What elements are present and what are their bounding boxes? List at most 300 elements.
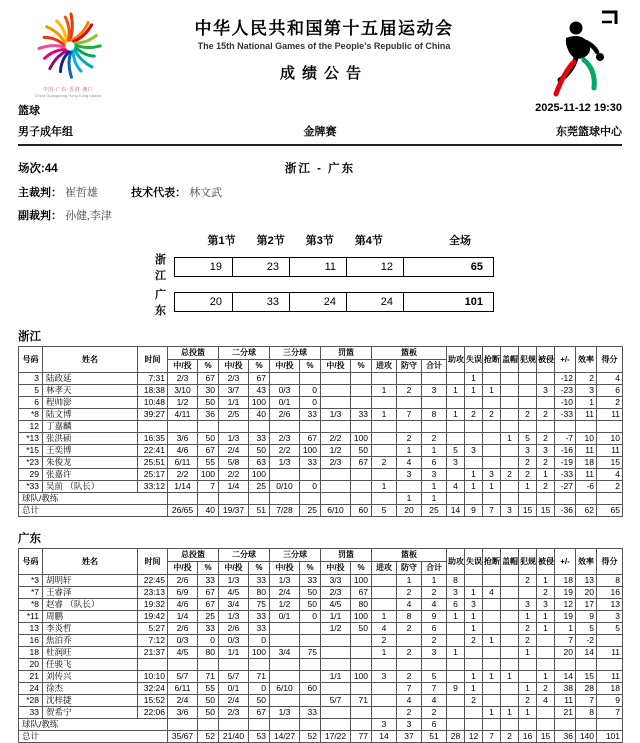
- ft-pct: [351, 635, 372, 647]
- p3-pct: 0: [300, 385, 321, 397]
- fouls: 1: [519, 647, 537, 659]
- quarter-header: 第4节: [354, 235, 383, 247]
- p3-pct: 50: [300, 599, 321, 611]
- def-reb: 7: [397, 409, 422, 421]
- steals: [483, 695, 501, 707]
- off-reb: [372, 493, 397, 505]
- column-header: 中/投: [321, 562, 351, 575]
- column-header: 效率: [576, 549, 597, 575]
- ft-pct: 100: [351, 671, 372, 683]
- off-reb: [372, 575, 397, 587]
- plus-minus: -10: [555, 397, 576, 409]
- turnovers: 1: [465, 373, 483, 385]
- player-row: [19, 707, 623, 719]
- steals: [483, 457, 501, 469]
- p3-made-att: 1/3: [270, 575, 300, 587]
- column-header: 助攻: [447, 347, 465, 373]
- turnovers: 1: [465, 587, 483, 599]
- fg-pct: 67: [198, 599, 219, 611]
- column-header: 中/投: [168, 360, 198, 373]
- assists: [447, 707, 465, 719]
- off-reb: 3: [372, 719, 397, 731]
- p3-made-att: [270, 373, 300, 385]
- assists: 9: [447, 683, 465, 695]
- fg-made-att: 35/67: [168, 731, 198, 743]
- p2-pct: 33: [249, 623, 270, 635]
- column-header: %: [249, 360, 270, 373]
- blocks: [501, 659, 519, 671]
- column-header: 犯规: [519, 549, 537, 575]
- efficiency: 1: [576, 397, 597, 409]
- column-header: 抢断: [483, 549, 501, 575]
- sport-pictogram: [530, 8, 622, 103]
- steals: [483, 445, 501, 457]
- fouls: 3: [519, 445, 537, 457]
- column-header: 二分球: [219, 549, 270, 562]
- column-header: 中/投: [321, 360, 351, 373]
- blocks: [501, 575, 519, 587]
- p3-made-att: [270, 719, 300, 731]
- quarter-header: 第2节: [256, 235, 285, 247]
- fg-made-att: 3/10: [168, 385, 198, 397]
- ft-made-att: 1/3: [321, 409, 351, 421]
- points: 4: [597, 469, 623, 481]
- efficiency: 11: [576, 445, 597, 457]
- column-header: 中/投: [270, 360, 300, 373]
- p3-made-att: 1/3: [270, 457, 300, 469]
- team-coach-label: 球队/教练: [19, 493, 168, 505]
- turnovers: [465, 647, 483, 659]
- turnovers: 1: [465, 469, 483, 481]
- boxscore-section-zhejiang: [18, 328, 622, 517]
- efficiency: [576, 719, 597, 731]
- turnovers: 2: [465, 635, 483, 647]
- player-row: [19, 445, 623, 457]
- blocks: [501, 719, 519, 731]
- fouled-on: 1: [537, 671, 555, 683]
- column-header: %: [198, 360, 219, 373]
- player-name: 陆文博: [43, 409, 138, 421]
- ft-pct: 71: [351, 695, 372, 707]
- p2-pct: [249, 493, 270, 505]
- points: 15: [597, 457, 623, 469]
- assists: 14: [447, 505, 465, 517]
- ft-pct: [351, 719, 372, 731]
- game-row: [18, 160, 622, 176]
- fg-made-att: 4/6: [168, 445, 198, 457]
- referee-row-1: [18, 184, 622, 199]
- fg-made-att: 2/6: [168, 575, 198, 587]
- player-row: [19, 421, 623, 433]
- quarter-cells: [174, 257, 494, 277]
- p3-made-att: [270, 421, 300, 433]
- tot-reb: [422, 397, 447, 409]
- efficiency: 11: [576, 409, 597, 421]
- report-header: [18, 8, 622, 100]
- quarter-row-guangdong: [155, 286, 485, 318]
- p3-pct: [300, 671, 321, 683]
- def-reb: 2: [397, 671, 422, 683]
- blocks: [501, 373, 519, 385]
- p3-made-att: 6/10: [270, 683, 300, 695]
- column-header: 中/投: [219, 562, 249, 575]
- p2-pct: 33: [249, 611, 270, 623]
- player-row: [19, 659, 623, 671]
- player-name: 朱俊龙: [43, 457, 138, 469]
- steals: [483, 575, 501, 587]
- p2-pct: 43: [249, 385, 270, 397]
- ft-pct: [351, 481, 372, 493]
- off-reb: 1: [372, 481, 397, 493]
- p3-made-att: [270, 695, 300, 707]
- blocks: [501, 623, 519, 635]
- player-row: [19, 385, 623, 397]
- def-reb: 4: [397, 599, 422, 611]
- p3-made-att: 0/1: [270, 611, 300, 623]
- round-label: 金牌赛: [303, 126, 337, 138]
- tot-reb: [422, 421, 447, 433]
- plus-minus: 19: [555, 587, 576, 599]
- p2-made-att: 2/2: [219, 469, 249, 481]
- player-number: *13: [19, 433, 43, 445]
- column-header: %: [198, 562, 219, 575]
- player-number: *15: [19, 445, 43, 457]
- plus-minus: 36: [555, 731, 576, 743]
- assists: [447, 397, 465, 409]
- efficiency: 7: [576, 695, 597, 707]
- assists: 3: [447, 457, 465, 469]
- points: 9: [597, 695, 623, 707]
- off-reb: 2: [372, 457, 397, 469]
- p2-made-att: 0/3: [219, 635, 249, 647]
- points: [597, 421, 623, 433]
- p3-pct: [300, 635, 321, 647]
- blocks: 1: [501, 433, 519, 445]
- def-reb: 2: [397, 623, 422, 635]
- turnovers: 1: [465, 683, 483, 695]
- emblem-caption-cn: 中国·广东·香港·澳门: [42, 87, 94, 93]
- efficiency: 3: [576, 385, 597, 397]
- fouled-on: 2: [537, 409, 555, 421]
- fg-pct: 30: [198, 385, 219, 397]
- player-name: 王睿泽: [43, 587, 138, 599]
- turnovers: [465, 397, 483, 409]
- off-reb: 1: [372, 647, 397, 659]
- p3-pct: [300, 421, 321, 433]
- ft-made-att: [321, 635, 351, 647]
- turnovers: 1: [465, 611, 483, 623]
- column-header: 助攻: [447, 549, 465, 575]
- minutes: 21:37: [138, 647, 168, 659]
- turnovers: [465, 719, 483, 731]
- fg-pct: 50: [198, 397, 219, 409]
- efficiency: 28: [576, 683, 597, 695]
- blocks: [501, 599, 519, 611]
- p3-made-att: [270, 493, 300, 505]
- quarter-header: 第3节: [305, 235, 334, 247]
- p3-made-att: 2/4: [270, 587, 300, 599]
- player-row: [19, 599, 623, 611]
- points: 11: [597, 647, 623, 659]
- deputy-referee-label: 副裁判：: [18, 210, 62, 222]
- def-reb: 37: [397, 731, 422, 743]
- ft-made-att: 5/7: [321, 695, 351, 707]
- def-reb: [397, 397, 422, 409]
- tot-reb: 2: [422, 433, 447, 445]
- fouled-on: [537, 397, 555, 409]
- player-row: [19, 587, 623, 599]
- player-number: *7: [19, 587, 43, 599]
- player-number: *28: [19, 695, 43, 707]
- plus-minus: 7: [555, 635, 576, 647]
- steals: 1: [483, 635, 501, 647]
- efficiency: 5: [576, 623, 597, 635]
- ft-made-att: 4/5: [321, 599, 351, 611]
- player-name: 丁嘉麟: [43, 421, 138, 433]
- games-title-cn: 中华人民共和国第十五届运动会: [194, 19, 454, 38]
- blocks: 2: [501, 731, 519, 743]
- fouls: [519, 719, 537, 731]
- p3-pct: 33: [300, 575, 321, 587]
- player-name: 王奕博: [43, 445, 138, 457]
- p3-pct: 75: [300, 647, 321, 659]
- off-reb: [372, 683, 397, 695]
- p2-pct: 100: [249, 647, 270, 659]
- player-name: 林孝天: [43, 385, 138, 397]
- plus-minus: [555, 421, 576, 433]
- p2-pct: [249, 421, 270, 433]
- steals: 4: [483, 587, 501, 599]
- player-number: 12: [19, 421, 43, 433]
- off-reb: [372, 397, 397, 409]
- column-header: 篮板: [372, 347, 447, 360]
- assists: 5: [447, 445, 465, 457]
- turnovers: 3: [465, 599, 483, 611]
- column-header: 中/投: [270, 562, 300, 575]
- tot-reb: 1: [422, 481, 447, 493]
- p2-made-att: 2/3: [219, 373, 249, 385]
- p3-pct: [300, 493, 321, 505]
- p2-made-att: [219, 659, 249, 671]
- turnovers: [465, 659, 483, 671]
- def-reb: 1: [397, 493, 422, 505]
- off-reb: [372, 469, 397, 481]
- fouled-on: [537, 707, 555, 719]
- fg-made-att: 2/2: [168, 469, 198, 481]
- fg-made-att: 3/6: [168, 433, 198, 445]
- fouls: 3: [519, 599, 537, 611]
- fg-pct: 80: [198, 647, 219, 659]
- blocks: [501, 587, 519, 599]
- player-row: [19, 683, 623, 695]
- boxscore-table-guangdong: [18, 548, 622, 743]
- player-name: 杜润旺: [43, 647, 138, 659]
- p2-made-att: 0/1: [219, 683, 249, 695]
- assists: 6: [447, 599, 465, 611]
- column-header: %: [351, 562, 372, 575]
- ft-pct: 33: [351, 409, 372, 421]
- efficiency: 15: [576, 671, 597, 683]
- steals: 7: [483, 505, 501, 517]
- fouled-on: [537, 493, 555, 505]
- games-emblem: [18, 8, 118, 98]
- p3-made-att: 14/27: [270, 731, 300, 743]
- ft-pct: [351, 421, 372, 433]
- column-header: 二分球: [219, 347, 270, 360]
- column-header: 盖帽: [501, 347, 519, 373]
- steals: [483, 659, 501, 671]
- tot-reb: 1: [422, 493, 447, 505]
- plus-minus: -23: [555, 385, 576, 397]
- ft-made-att: 1/2: [321, 623, 351, 635]
- fouled-on: [537, 659, 555, 671]
- p2-made-att: 3/7: [219, 385, 249, 397]
- p2-made-att: [219, 719, 249, 731]
- plus-minus: 21: [555, 707, 576, 719]
- fg-made-att: 6/11: [168, 457, 198, 469]
- p2-pct: 63: [249, 457, 270, 469]
- ft-pct: [351, 707, 372, 719]
- p2-made-att: 1/3: [219, 611, 249, 623]
- plus-minus: -33: [555, 409, 576, 421]
- p2-made-att: 2/3: [219, 707, 249, 719]
- p2-made-att: [219, 493, 249, 505]
- def-reb: [397, 481, 422, 493]
- player-number: *23: [19, 457, 43, 469]
- ft-made-att: [321, 719, 351, 731]
- assists: [447, 695, 465, 707]
- tot-reb: 2: [422, 707, 447, 719]
- ft-made-att: [321, 385, 351, 397]
- player-number: *3: [19, 575, 43, 587]
- plus-minus: -36: [555, 505, 576, 517]
- ft-made-att: 2/2: [321, 433, 351, 445]
- fouled-on: 4: [537, 695, 555, 707]
- fouls: 1: [519, 707, 537, 719]
- ft-pct: [351, 659, 372, 671]
- steals: [483, 647, 501, 659]
- minutes: 25:17: [138, 469, 168, 481]
- quarter-row-zhejiang: [155, 251, 485, 283]
- player-name: 刘传兴: [43, 671, 138, 683]
- column-header: +/-: [555, 549, 576, 575]
- fouled-on: 2: [537, 457, 555, 469]
- ft-pct: [351, 469, 372, 481]
- p3-pct: 33: [300, 457, 321, 469]
- p2-made-att: 1/1: [219, 647, 249, 659]
- fouls: 2: [519, 695, 537, 707]
- turnovers: 9: [465, 505, 483, 517]
- blocks: [501, 635, 519, 647]
- fg-pct: 33: [198, 575, 219, 587]
- fg-pct: 55: [198, 683, 219, 695]
- turnovers: [465, 575, 483, 587]
- quarter-score: 24: [289, 293, 346, 311]
- column-header: %: [351, 360, 372, 373]
- ft-pct: 50: [351, 445, 372, 457]
- quarter-score: 33: [232, 293, 289, 311]
- p2-pct: [249, 719, 270, 731]
- player-row: [19, 373, 623, 385]
- points: 11: [597, 409, 623, 421]
- fouls: 2: [519, 409, 537, 421]
- ft-made-att: 6/10: [321, 505, 351, 517]
- ft-made-att: [321, 707, 351, 719]
- fg-made-att: 4/11: [168, 409, 198, 421]
- fg-made-att: 0/3: [168, 635, 198, 647]
- player-name: 焦泊乔: [43, 635, 138, 647]
- def-reb: [397, 421, 422, 433]
- off-reb: 5: [372, 505, 397, 517]
- p3-pct: [300, 623, 321, 635]
- steals: 3: [483, 469, 501, 481]
- steals: 1: [483, 671, 501, 683]
- player-row: [19, 623, 623, 635]
- p3-pct: 33: [300, 409, 321, 421]
- minutes: 25:51: [138, 457, 168, 469]
- plus-minus: [555, 659, 576, 671]
- player-row: [19, 635, 623, 647]
- steals: [483, 433, 501, 445]
- off-reb: [372, 587, 397, 599]
- column-header: 罚篮: [321, 347, 372, 360]
- p2-pct: [249, 659, 270, 671]
- efficiency: [576, 421, 597, 433]
- steals: [483, 373, 501, 385]
- chief-referee-label: 主裁判：: [18, 187, 62, 199]
- p3-pct: 0: [300, 397, 321, 409]
- p2-pct: 50: [249, 445, 270, 457]
- p2-made-att: 1/3: [219, 433, 249, 445]
- p3-pct: 67: [300, 433, 321, 445]
- fg-made-att: [168, 719, 198, 731]
- p2-made-att: 5/7: [219, 671, 249, 683]
- p3-made-att: [270, 623, 300, 635]
- fg-made-att: 2/4: [168, 695, 198, 707]
- fouled-on: 3: [537, 599, 555, 611]
- column-header: 得分: [597, 347, 623, 373]
- player-name: 张洪硕: [43, 433, 138, 445]
- column-header: 篮板: [372, 549, 447, 562]
- minutes: 18:38: [138, 385, 168, 397]
- plus-minus: 1: [555, 623, 576, 635]
- tot-reb: 1: [422, 575, 447, 587]
- assists: [447, 671, 465, 683]
- boxscore-table: [18, 548, 623, 743]
- p2-pct: 67: [249, 373, 270, 385]
- fouled-on: [537, 421, 555, 433]
- blocks: [501, 611, 519, 623]
- player-name: 徐杰: [43, 683, 138, 695]
- minutes: [138, 421, 168, 433]
- fg-made-att: 4/6: [168, 599, 198, 611]
- player-number: *8: [19, 599, 43, 611]
- assists: 1: [447, 385, 465, 397]
- p2-made-att: 2/4: [219, 445, 249, 457]
- p3-made-att: 1/2: [270, 599, 300, 611]
- efficiency: 62: [576, 505, 597, 517]
- ft-pct: 100: [351, 611, 372, 623]
- assists: 4: [447, 481, 465, 493]
- minutes: 5:27: [138, 623, 168, 635]
- assists: [447, 623, 465, 635]
- column-header: 犯规: [519, 347, 537, 373]
- fg-pct: 50: [198, 433, 219, 445]
- p2-pct: 67: [249, 707, 270, 719]
- fg-made-att: 5/7: [168, 671, 198, 683]
- blocks: 1: [501, 707, 519, 719]
- p2-made-att: 5/8: [219, 457, 249, 469]
